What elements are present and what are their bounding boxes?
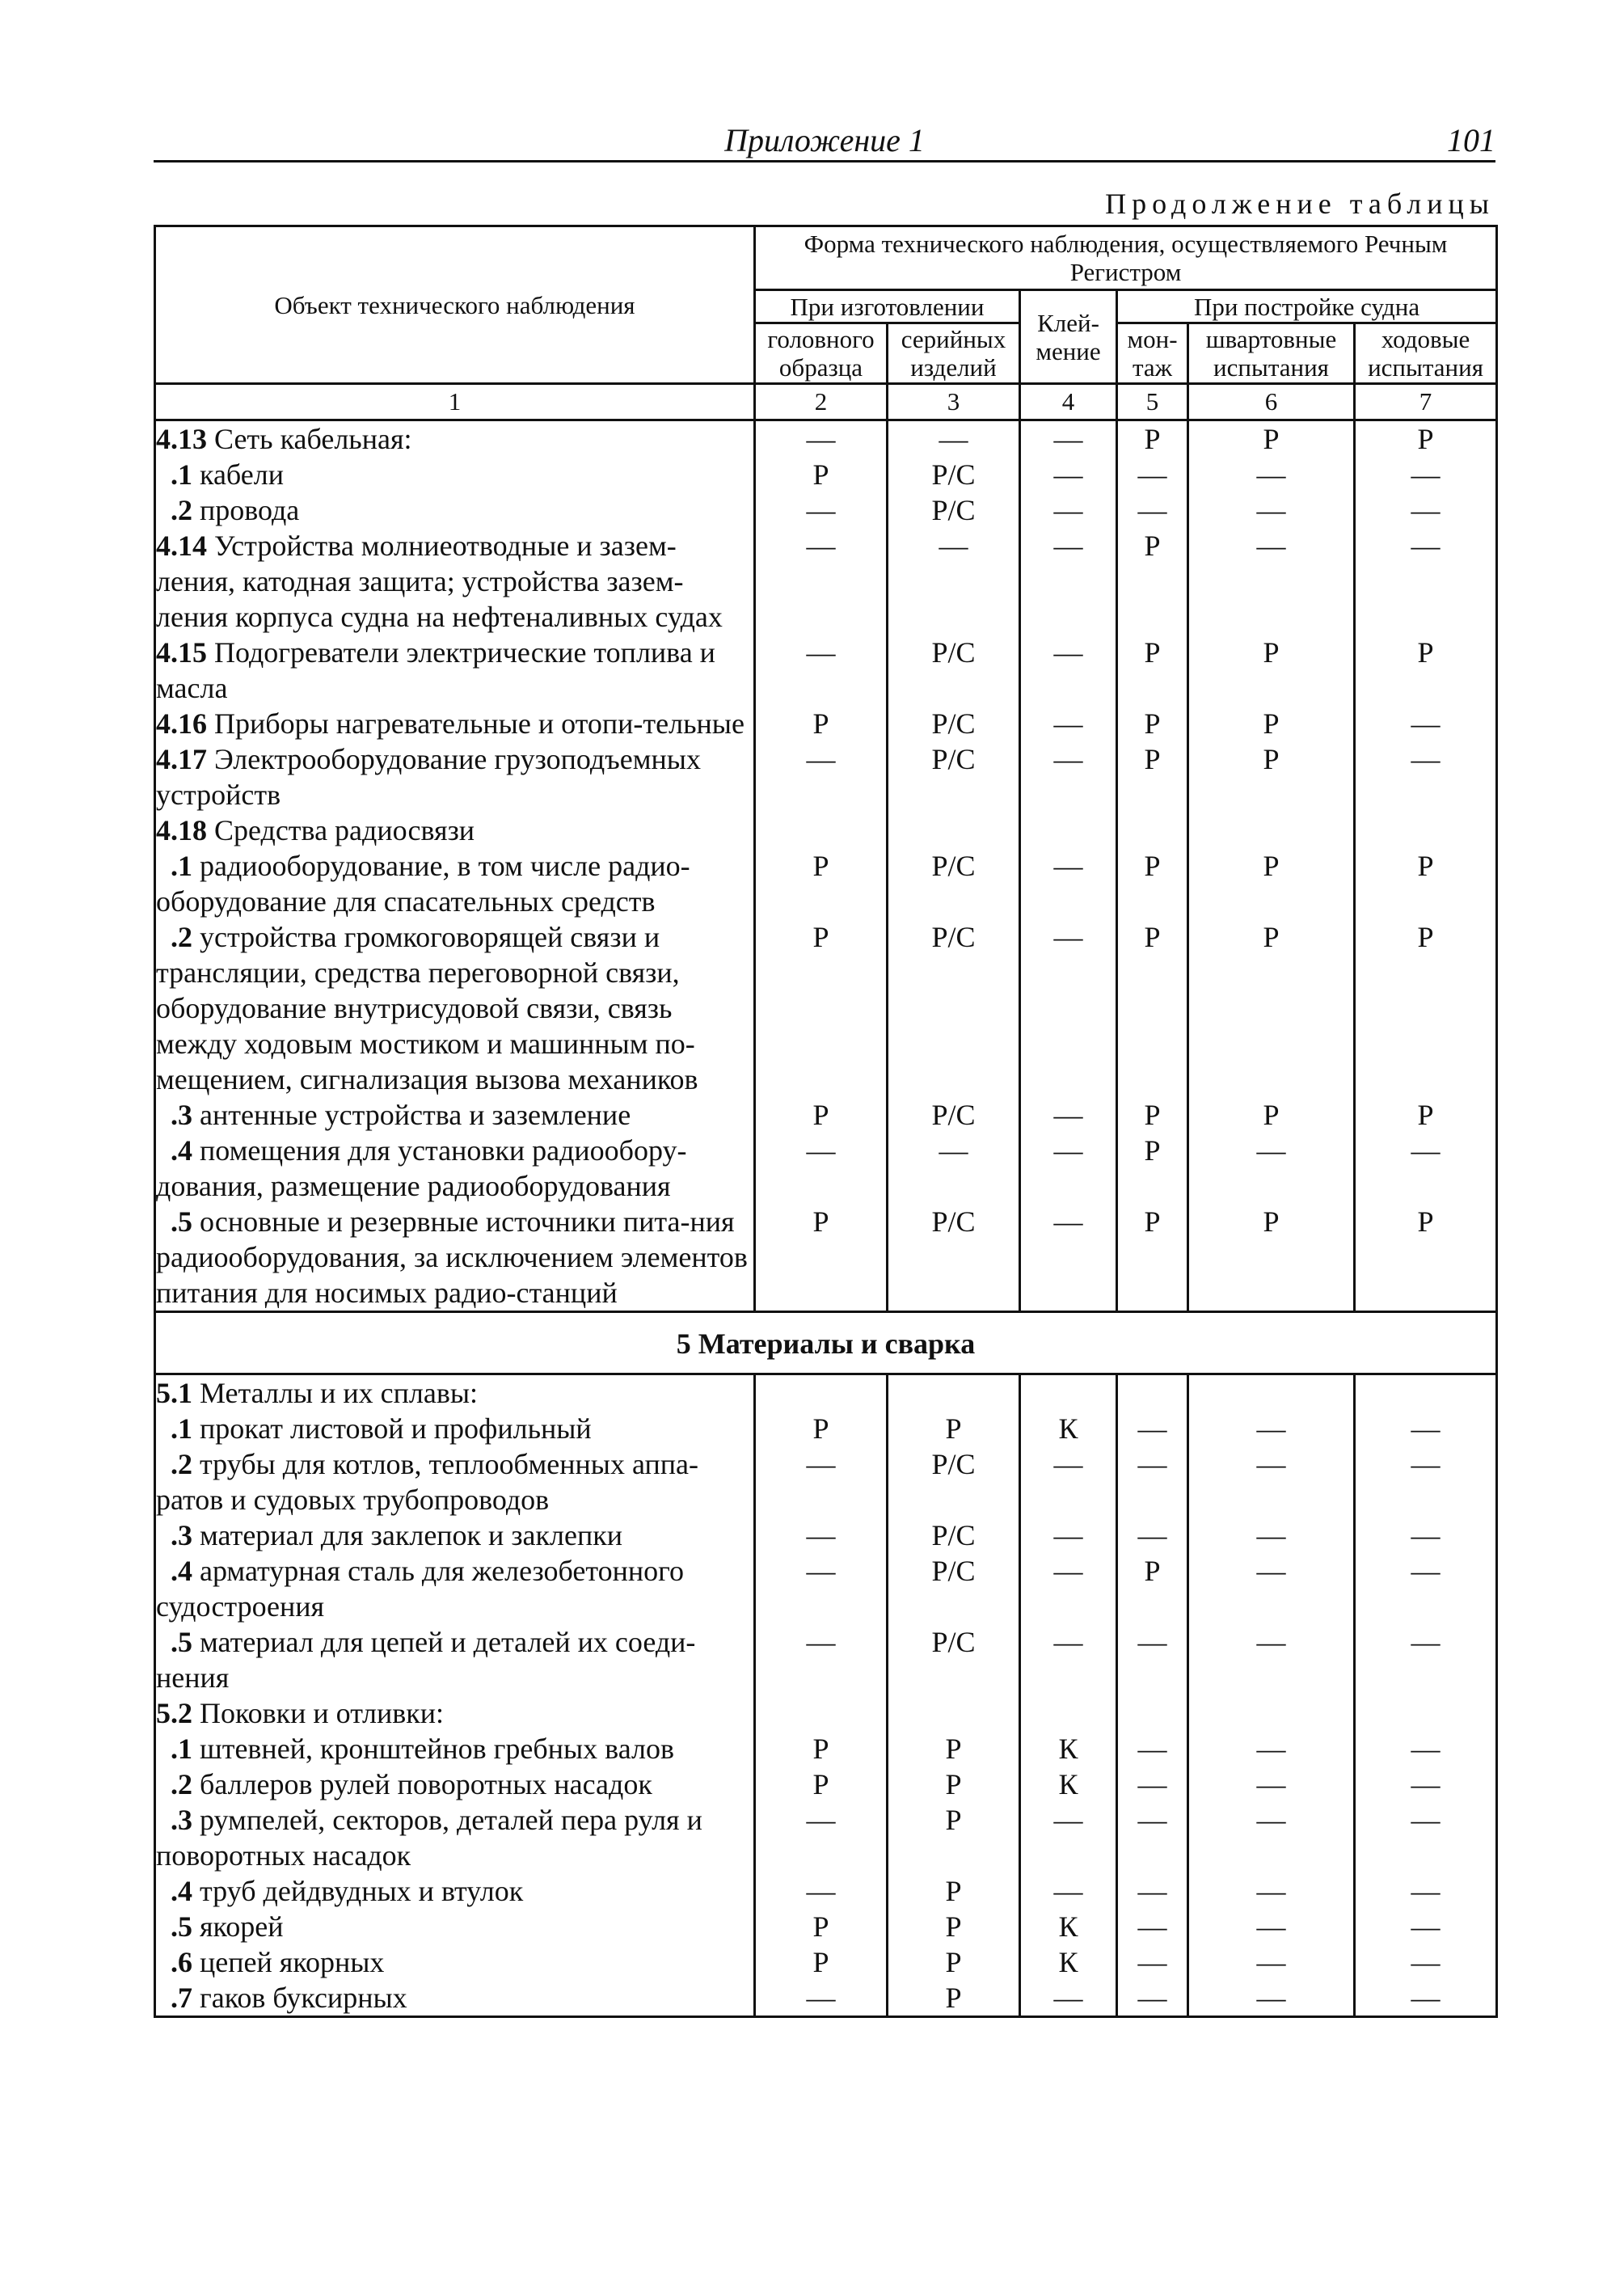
row-number: .5	[171, 1626, 192, 1658]
row-value: Р	[1188, 635, 1355, 706]
row-value: —	[1020, 1517, 1117, 1553]
row-value: Р/С	[888, 635, 1020, 706]
row-value: Р	[1188, 919, 1355, 1097]
header-branding: Клей-мение	[1020, 290, 1117, 384]
row-value	[1188, 1374, 1355, 1412]
table-row	[155, 1695, 1497, 1731]
table-body-section-4	[155, 420, 1497, 1312]
running-head	[154, 121, 1495, 163]
row-value: Р	[1355, 1204, 1497, 1312]
row-value: —	[1355, 1909, 1497, 1944]
row-text: труб дейдвудных и втулок	[200, 1875, 524, 1907]
row-value: —	[1188, 1909, 1355, 1944]
row-value: —	[755, 1802, 888, 1873]
row-value: —	[1117, 1802, 1188, 1873]
row-value: —	[1117, 492, 1188, 528]
row-number: .3	[171, 1099, 192, 1131]
table-row	[155, 813, 1497, 848]
row-number: 4.14	[156, 530, 207, 562]
row-value: —	[755, 420, 888, 458]
row-text: антенные устройства и заземление	[200, 1099, 631, 1131]
row-value: Р	[755, 1097, 888, 1133]
row-value	[888, 1695, 1020, 1731]
row-object	[155, 1411, 755, 1446]
row-value: Р	[1188, 1097, 1355, 1133]
row-object	[155, 1374, 755, 1412]
table-row	[155, 1766, 1497, 1802]
row-value: Р	[755, 1909, 888, 1944]
row-text: Электрооборудование грузоподъемных устройств	[156, 743, 701, 811]
row-text: радиооборудование, в том числе радио-оборудование для спасательных средств	[156, 850, 690, 918]
row-value: —	[1355, 1517, 1497, 1553]
row-object	[155, 813, 755, 848]
row-value: —	[1355, 1446, 1497, 1517]
column-number: 4	[1020, 384, 1117, 420]
table-row	[155, 919, 1497, 1097]
table-row	[155, 1873, 1497, 1909]
row-value: —	[755, 528, 888, 635]
row-value: Р	[888, 1802, 1020, 1873]
row-value: Р	[1355, 848, 1497, 919]
row-value: —	[1355, 706, 1497, 741]
table-row	[155, 1204, 1497, 1312]
row-value: —	[1355, 1624, 1497, 1695]
table-body-section-5	[155, 1374, 1497, 2017]
table-row	[155, 457, 1497, 492]
row-value	[1188, 1695, 1355, 1731]
table-row	[155, 1097, 1497, 1133]
row-value: —	[1020, 528, 1117, 635]
row-value	[1117, 1695, 1188, 1731]
row-value: —	[1188, 528, 1355, 635]
row-value: Р	[1117, 919, 1188, 1097]
section-5-header	[155, 1312, 1497, 1374]
row-text: Сеть кабельная:	[214, 423, 412, 455]
row-number: .5	[171, 1910, 192, 1943]
row-text: помещения для установки радиообору-дования, размещение радиооборудования	[156, 1134, 687, 1202]
row-number: 4.13	[156, 423, 207, 455]
header-mooring: швартовные испытания	[1188, 323, 1355, 384]
table-row	[155, 635, 1497, 706]
row-number: 4.16	[156, 707, 207, 740]
row-value: Р	[888, 1909, 1020, 1944]
row-text: материал для заклепок и заклепки	[200, 1519, 622, 1551]
row-value	[1020, 1374, 1117, 1412]
row-value: Р	[755, 1204, 888, 1312]
row-number: .5	[171, 1205, 192, 1238]
row-object	[155, 1446, 755, 1517]
column-number: 1	[155, 384, 755, 420]
row-text: основные и резервные источники пита-ния радиооборудования, за исключением элементов питания для носимых радио-станций	[156, 1205, 748, 1309]
row-value	[1355, 813, 1497, 848]
row-number: .1	[171, 458, 192, 491]
table-row	[155, 1980, 1497, 2017]
row-value: —	[1355, 1766, 1497, 1802]
row-text: штевней, кронштейнов гребных валов	[200, 1733, 674, 1765]
row-value: —	[1117, 1624, 1188, 1695]
row-value: Р	[755, 457, 888, 492]
row-text: провода	[200, 494, 300, 526]
row-value	[755, 1374, 888, 1412]
row-text: Устройства молниеотводные и зазем-ления, катодная защита; устройства зазем-ления корпуса судна на нефтеналивных судах	[156, 530, 723, 633]
row-object	[155, 1873, 755, 1909]
row-value: —	[1188, 1980, 1355, 2017]
row-value: Р	[1117, 1097, 1188, 1133]
row-value: Р	[888, 1944, 1020, 1980]
row-value: Р	[1355, 420, 1497, 458]
row-value: —	[1355, 1980, 1497, 2017]
row-value: —	[888, 528, 1020, 635]
row-value: —	[1355, 1873, 1497, 1909]
row-value: —	[1355, 492, 1497, 528]
row-number: 4.18	[156, 814, 207, 846]
row-number: .1	[171, 1733, 192, 1765]
row-object	[155, 1517, 755, 1553]
row-value: Р	[755, 1766, 888, 1802]
row-text: Приборы нагревательные и отопи-тельные	[214, 707, 745, 740]
row-text: гаков буксирных	[200, 1982, 407, 2014]
row-value: —	[1188, 457, 1355, 492]
header-object: Объект технического наблюдения	[155, 226, 755, 384]
row-value	[1188, 813, 1355, 848]
row-value: —	[1188, 1802, 1355, 1873]
row-value: —	[1020, 1133, 1117, 1204]
row-value: Р	[1188, 741, 1355, 813]
row-value	[1117, 1374, 1188, 1412]
row-value: —	[1020, 1204, 1117, 1312]
row-number: .2	[171, 494, 192, 526]
row-text: кабели	[200, 458, 284, 491]
row-number: .4	[171, 1555, 192, 1587]
row-value: —	[1355, 457, 1497, 492]
row-value: —	[755, 1873, 888, 1909]
row-object	[155, 492, 755, 528]
row-value: —	[1188, 1766, 1355, 1802]
row-text: цепей якорных	[200, 1946, 385, 1978]
row-number: 5.1	[156, 1377, 192, 1409]
row-value: Р	[1355, 1097, 1497, 1133]
row-value: —	[1188, 1133, 1355, 1204]
row-value: —	[1188, 492, 1355, 528]
row-object	[155, 741, 755, 813]
row-value: Р	[888, 1766, 1020, 1802]
row-value: Р	[1117, 706, 1188, 741]
observation-table	[154, 225, 1498, 2018]
row-value: —	[1020, 1980, 1117, 2017]
row-value: —	[1188, 1944, 1355, 1980]
row-value: Р	[1188, 848, 1355, 919]
row-value: —	[1188, 1624, 1355, 1695]
row-value: Р/С	[888, 1517, 1020, 1553]
row-value: Р/С	[888, 1204, 1020, 1312]
row-value: —	[1355, 1133, 1497, 1204]
row-value: Р	[755, 1731, 888, 1766]
table-row	[155, 1553, 1497, 1624]
row-object	[155, 1980, 755, 2017]
row-value: Р/С	[888, 492, 1020, 528]
header-construction-group: При постройке судна	[1117, 290, 1497, 323]
row-value: К	[1020, 1766, 1117, 1802]
table-row	[155, 1944, 1497, 1980]
row-value	[1117, 813, 1188, 848]
row-object	[155, 1624, 755, 1695]
row-value: —	[1020, 1097, 1117, 1133]
table-row	[155, 1909, 1497, 1944]
row-object	[155, 1766, 755, 1802]
row-value: Р/С	[888, 706, 1020, 741]
row-value: —	[1020, 1873, 1117, 1909]
row-value: —	[1020, 1624, 1117, 1695]
row-text: Средства радиосвязи	[214, 814, 475, 846]
row-object	[155, 1731, 755, 1766]
row-value: —	[1020, 635, 1117, 706]
row-number: .1	[171, 850, 192, 882]
header-installation: мон-таж	[1117, 323, 1188, 384]
row-text: якорей	[200, 1910, 284, 1943]
row-value: Р	[1117, 420, 1188, 458]
row-text: баллеров рулей поворотных насадок	[200, 1768, 652, 1800]
row-value: —	[1355, 741, 1497, 813]
row-value: —	[1117, 1731, 1188, 1766]
row-number: .2	[171, 1448, 192, 1480]
row-text: Металлы и их сплавы:	[200, 1377, 479, 1409]
row-value: Р/С	[888, 1097, 1020, 1133]
row-object	[155, 1097, 755, 1133]
row-object	[155, 1553, 755, 1624]
row-value: —	[1188, 1731, 1355, 1766]
row-text: прокат листовой и профильный	[200, 1412, 592, 1445]
row-object	[155, 919, 755, 1097]
table-row	[155, 528, 1497, 635]
row-value: —	[1020, 1802, 1117, 1873]
row-object	[155, 1802, 755, 1873]
row-value	[888, 813, 1020, 848]
row-value: Р	[1117, 1133, 1188, 1204]
header-sea: ходовые испытания	[1355, 323, 1497, 384]
row-value: —	[1020, 492, 1117, 528]
row-text: арматурная сталь для железобетонного судостроения	[156, 1555, 684, 1623]
row-value: Р	[1117, 528, 1188, 635]
header-manufacture-group: При изготовлении	[755, 290, 1020, 323]
running-title: Приложение 1	[724, 122, 925, 158]
row-object	[155, 706, 755, 741]
row-value: Р	[1117, 635, 1188, 706]
row-value: Р	[888, 1411, 1020, 1446]
row-value: К	[1020, 1909, 1117, 1944]
row-object	[155, 1204, 755, 1312]
row-value: —	[1355, 1411, 1497, 1446]
row-number: .7	[171, 1982, 192, 2014]
table-row	[155, 1731, 1497, 1766]
row-value: —	[1117, 1411, 1188, 1446]
table-row	[155, 1411, 1497, 1446]
row-value: К	[1020, 1731, 1117, 1766]
row-value: —	[1020, 848, 1117, 919]
row-value: Р	[755, 1944, 888, 1980]
row-object	[155, 1944, 755, 1980]
row-value: —	[1020, 420, 1117, 458]
column-number: 3	[888, 384, 1020, 420]
header-serial: серийных изделий	[888, 323, 1020, 384]
row-value: —	[1188, 1411, 1355, 1446]
row-value: —	[1117, 1909, 1188, 1944]
row-number: .2	[171, 1768, 192, 1800]
row-value: Р/С	[888, 848, 1020, 919]
row-value: —	[755, 1980, 888, 2017]
row-value: Р	[1117, 1553, 1188, 1624]
row-value: —	[755, 1624, 888, 1695]
row-object	[155, 1695, 755, 1731]
row-object	[155, 528, 755, 635]
table-row	[155, 1446, 1497, 1517]
row-value: —	[1117, 1446, 1188, 1517]
row-value: —	[1188, 1553, 1355, 1624]
row-value: —	[1117, 1944, 1188, 1980]
row-value: —	[755, 1517, 888, 1553]
column-number: 6	[1188, 384, 1355, 420]
row-object	[155, 1909, 755, 1944]
row-value: —	[1355, 1553, 1497, 1624]
row-value: Р	[755, 1411, 888, 1446]
table-row	[155, 1802, 1497, 1873]
row-value: —	[1188, 1446, 1355, 1517]
table-continuation-label: Продолжение таблицы	[1105, 188, 1495, 220]
row-value: Р	[1188, 420, 1355, 458]
row-number: .4	[171, 1875, 192, 1907]
row-number: .4	[171, 1134, 192, 1167]
row-text: румпелей, секторов, деталей пера руля и поворотных насадок	[156, 1804, 702, 1872]
table-row	[155, 706, 1497, 741]
table-row	[155, 1624, 1497, 1695]
row-value: —	[1117, 1766, 1188, 1802]
row-number: .2	[171, 921, 192, 953]
row-value: Р	[755, 848, 888, 919]
row-value: —	[1188, 1517, 1355, 1553]
row-value: —	[1117, 1980, 1188, 2017]
column-numbers-row	[155, 384, 1497, 420]
row-value: —	[1117, 457, 1188, 492]
row-value: Р	[755, 919, 888, 1097]
row-value	[755, 1695, 888, 1731]
row-value: Р	[1117, 848, 1188, 919]
row-object	[155, 457, 755, 492]
row-value: Р/С	[888, 457, 1020, 492]
page-number: 101	[1447, 122, 1495, 158]
table-row	[155, 741, 1497, 813]
row-value	[888, 1374, 1020, 1412]
row-value: Р	[888, 1873, 1020, 1909]
row-number: 4.15	[156, 636, 207, 669]
table-row	[155, 1374, 1497, 1412]
row-value: —	[1117, 1873, 1188, 1909]
row-value: —	[1355, 1802, 1497, 1873]
row-value: —	[1355, 1731, 1497, 1766]
table-row	[155, 1517, 1497, 1553]
row-value	[1020, 1695, 1117, 1731]
header-prototype: головного образца	[755, 323, 888, 384]
row-value: —	[755, 1133, 888, 1204]
column-number: 2	[755, 384, 888, 420]
row-value: Р	[1355, 919, 1497, 1097]
row-value: Р/С	[888, 919, 1020, 1097]
row-value: —	[1020, 919, 1117, 1097]
row-text: устройства громкоговорящей связи и трансляции, средства переговорной связи, оборудование внутрисудовой связи, связь между ходовым мостиком и машинным по-мещением, сигнализация вызова механиков	[156, 921, 698, 1095]
row-object	[155, 848, 755, 919]
row-value: К	[1020, 1411, 1117, 1446]
column-number: 5	[1117, 384, 1188, 420]
row-value: Р	[1188, 1204, 1355, 1312]
table-row	[155, 492, 1497, 528]
row-value: Р/С	[888, 1446, 1020, 1517]
row-value: —	[1355, 528, 1497, 635]
row-value: Р/С	[888, 1553, 1020, 1624]
row-value: —	[755, 635, 888, 706]
row-text: трубы для котлов, теплообменных аппа-ратов и судовых трубопроводов	[156, 1448, 698, 1516]
row-value: —	[1020, 741, 1117, 813]
row-text: Поковки и отливки:	[200, 1697, 445, 1729]
row-value: Р/С	[888, 1624, 1020, 1695]
header-form-group: Форма технического наблюдения, осуществляемого Речным Регистром	[755, 226, 1497, 290]
row-number: .6	[171, 1946, 192, 1978]
table-row	[155, 1133, 1497, 1204]
row-number: .3	[171, 1804, 192, 1836]
table-row	[155, 420, 1497, 458]
column-number: 7	[1355, 384, 1497, 420]
row-value	[755, 813, 888, 848]
row-value: —	[1117, 1517, 1188, 1553]
row-value: —	[888, 1133, 1020, 1204]
row-value: —	[888, 420, 1020, 458]
row-value: —	[1188, 1873, 1355, 1909]
row-value: —	[755, 1553, 888, 1624]
row-value: Р/С	[888, 741, 1020, 813]
row-text: материал для цепей и деталей их соеди-нения	[156, 1626, 696, 1694]
row-value: Р	[1117, 741, 1188, 813]
row-value: —	[1355, 1944, 1497, 1980]
table-row	[155, 848, 1497, 919]
row-value: —	[1020, 457, 1117, 492]
row-object	[155, 420, 755, 458]
row-number: .3	[171, 1519, 192, 1551]
row-value: —	[1020, 1553, 1117, 1624]
row-value: К	[1020, 1944, 1117, 1980]
row-value: Р	[1117, 1204, 1188, 1312]
row-value: Р	[1188, 706, 1355, 741]
row-object	[155, 635, 755, 706]
row-value: —	[755, 741, 888, 813]
row-value: —	[1020, 706, 1117, 741]
row-value	[1355, 1374, 1497, 1412]
row-number: .1	[171, 1412, 192, 1445]
row-value: —	[1020, 1446, 1117, 1517]
row-value	[1355, 1695, 1497, 1731]
row-text: Подогреватели электрические топлива и масла	[156, 636, 715, 704]
row-number: 4.17	[156, 743, 207, 775]
row-value: Р	[755, 706, 888, 741]
row-value	[1020, 813, 1117, 848]
row-number: 5.2	[156, 1697, 192, 1729]
row-object	[155, 1133, 755, 1204]
row-value: Р	[888, 1980, 1020, 2017]
row-value: —	[755, 492, 888, 528]
row-value: Р	[1355, 635, 1497, 706]
section-title: 5 Материалы и сварка	[155, 1312, 1497, 1374]
row-value: —	[755, 1446, 888, 1517]
row-value: Р	[888, 1731, 1020, 1766]
